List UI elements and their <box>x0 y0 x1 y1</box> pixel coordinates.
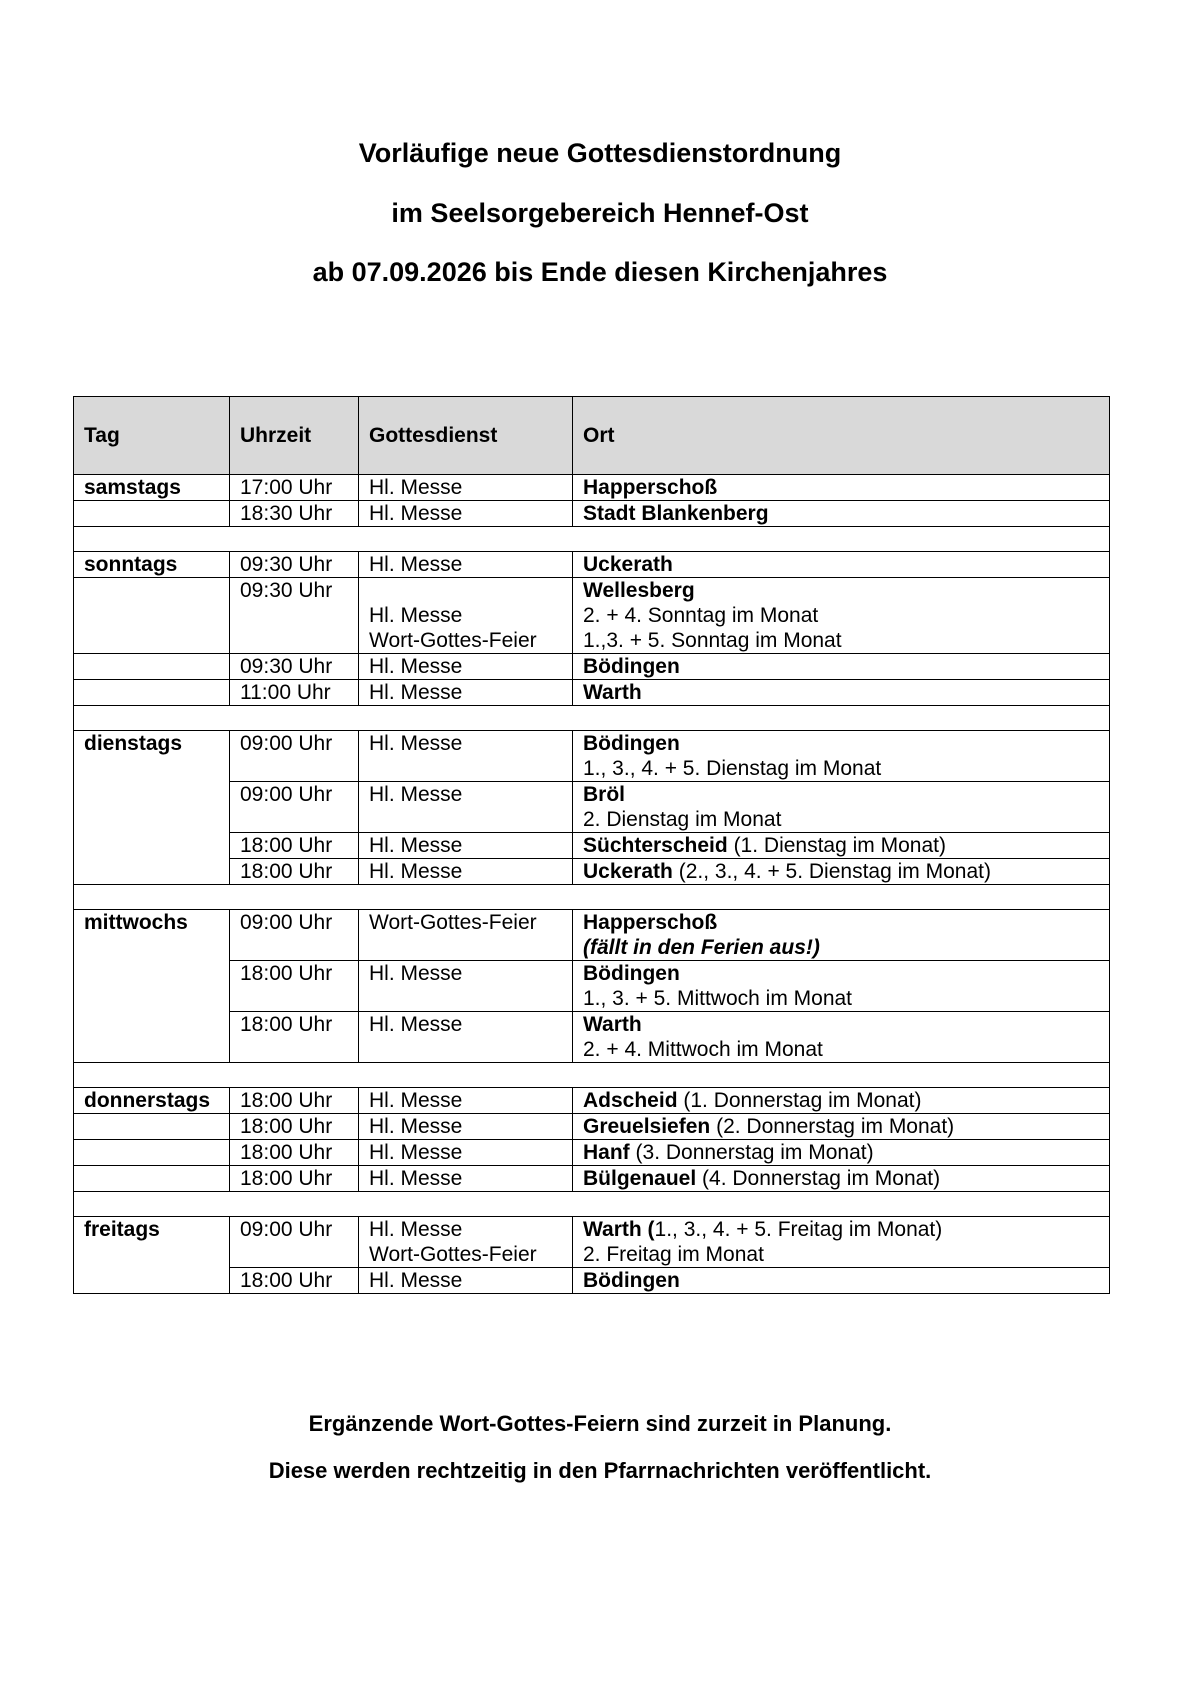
column-header-uhrzeit: Uhrzeit <box>230 397 359 475</box>
table-row <box>74 782 1110 833</box>
place-name: Greuelsiefen <box>583 1115 711 1138</box>
table-row <box>74 578 1110 654</box>
place-name: Bödingen <box>583 1269 680 1292</box>
time-cell: 09:00 Uhr <box>230 1217 359 1268</box>
service-name: Wort-Gottes-Feier <box>369 1243 537 1266</box>
place-note: (1. Dienstag im Monat) <box>733 834 946 857</box>
time-cell: 09:00 Uhr <box>230 910 359 961</box>
time-cell: 18:30 Uhr <box>230 501 359 527</box>
place-name: Bröl <box>583 783 625 806</box>
place-cell <box>573 782 1110 833</box>
time-cell: 11:00 Uhr <box>230 680 359 706</box>
place-name: Bödingen <box>583 962 680 985</box>
day-cell: dienstags <box>74 731 230 885</box>
place-cell <box>573 552 1110 578</box>
time-cell: 18:00 Uhr <box>230 1166 359 1192</box>
service-cell: Wort-Gottes-Feier <box>359 910 573 961</box>
time-cell: 18:00 Uhr <box>230 859 359 885</box>
place-cell <box>573 731 1110 782</box>
service-cell: Hl. Messe <box>359 475 573 501</box>
place-name: Bödingen <box>583 655 680 678</box>
time-cell: 18:00 Uhr <box>230 961 359 1012</box>
place-cell <box>573 680 1110 706</box>
place-name: Happerschoß <box>583 911 718 934</box>
service-cell: Hl. Messe <box>359 833 573 859</box>
day-cell: freitags <box>74 1217 230 1294</box>
place-note: (1. Donnerstag im Monat) <box>683 1089 922 1112</box>
spacer-row <box>74 1063 1110 1088</box>
table-row <box>74 475 1110 501</box>
place-note: 1., 3. + 5. Mittwoch im Monat <box>583 987 853 1010</box>
table-row <box>74 1088 1110 1114</box>
place-name: Hanf <box>583 1141 630 1164</box>
place-cell <box>573 1088 1110 1114</box>
service-cell: Hl. Messe <box>359 961 573 1012</box>
place-cell <box>573 1217 1110 1268</box>
time-cell: 09:00 Uhr <box>230 731 359 782</box>
place-cell <box>573 1268 1110 1294</box>
table-row <box>74 1114 1110 1140</box>
time-cell: 18:00 Uhr <box>230 1012 359 1063</box>
place-cell <box>573 1166 1110 1192</box>
place-cell <box>573 1114 1110 1140</box>
service-cell: Hl. Messe <box>359 1114 573 1140</box>
service-schedule-table <box>73 396 1110 1294</box>
table-row <box>74 833 1110 859</box>
time-cell: 09:30 Uhr <box>230 654 359 680</box>
table-row <box>74 961 1110 1012</box>
spacer-row <box>74 1192 1110 1217</box>
spacer-row <box>74 885 1110 910</box>
footer-note-1: Ergänzende Wort-Gottes-Feiern sind zurzeit in Planung. <box>308 1411 892 1436</box>
place-name: Happerschoß <box>583 476 718 499</box>
table-row <box>74 910 1110 961</box>
time-cell: 17:00 Uhr <box>230 475 359 501</box>
service-cell: Hl. Messe <box>359 680 573 706</box>
column-header-tag: Tag <box>74 397 230 475</box>
day-cell <box>74 680 230 706</box>
spacer-row <box>74 706 1110 731</box>
service-cell: Hl. Messe <box>359 1140 573 1166</box>
place-cell <box>573 910 1110 961</box>
title-line-1: Vorläufige neue Gottesdienstordnung <box>358 138 842 168</box>
place-note: 2. Freitag im Monat <box>583 1243 764 1266</box>
place-name: Wellesberg <box>583 579 695 602</box>
day-cell <box>74 1166 230 1192</box>
place-cell <box>573 961 1110 1012</box>
day-cell <box>74 578 230 654</box>
place-name: Stadt Blankenberg <box>583 502 769 525</box>
service-cell: Hl. Messe <box>359 501 573 527</box>
place-name: Süchterscheid <box>583 834 728 857</box>
service-cell: Hl. Messe <box>359 654 573 680</box>
service-cell: Hl. Messe <box>359 1268 573 1294</box>
place-note: 2. Dienstag im Monat <box>583 808 782 831</box>
service-cell: Hl. Messe <box>359 1166 573 1192</box>
place-name: Adscheid <box>583 1089 678 1112</box>
place-note: 2. + 4. Mittwoch im Monat <box>583 1038 823 1061</box>
service-cell <box>359 578 573 654</box>
service-name: Hl. Messe <box>369 1218 463 1241</box>
place-cell <box>573 859 1110 885</box>
service-name: Wort-Gottes-Feier <box>369 629 537 652</box>
day-cell <box>74 654 230 680</box>
place-cell <box>573 833 1110 859</box>
place-name: Uckerath <box>583 860 673 883</box>
place-name: Warth ( <box>583 1218 655 1241</box>
day-cell: mittwochs <box>74 910 230 1063</box>
table-row <box>74 1166 1110 1192</box>
time-cell: 09:00 Uhr <box>230 782 359 833</box>
day-cell: donnerstags <box>74 1088 230 1114</box>
service-cell: Hl. Messe <box>359 552 573 578</box>
table-row <box>74 654 1110 680</box>
place-cell <box>573 1140 1110 1166</box>
table-row <box>74 1012 1110 1063</box>
time-cell: 18:00 Uhr <box>230 833 359 859</box>
place-cell <box>573 501 1110 527</box>
table-header-row <box>74 397 1110 475</box>
service-cell: Hl. Messe <box>359 859 573 885</box>
place-cell <box>573 1012 1110 1063</box>
spacer-row <box>74 527 1110 552</box>
day-cell <box>74 1140 230 1166</box>
time-cell: 18:00 Uhr <box>230 1140 359 1166</box>
time-cell: 18:00 Uhr <box>230 1088 359 1114</box>
place-name: Uckerath <box>583 553 673 576</box>
day-cell: sonntags <box>74 552 230 578</box>
time-cell: 18:00 Uhr <box>230 1268 359 1294</box>
service-name: Hl. Messe <box>369 604 463 627</box>
column-header-gottesdienst: Gottesdienst <box>359 397 573 475</box>
day-cell <box>74 1114 230 1140</box>
time-cell: 09:30 Uhr <box>230 578 359 654</box>
place-name: Bödingen <box>583 732 680 755</box>
place-note: 1.,3. + 5. Sonntag im Monat <box>583 629 842 652</box>
table-row <box>74 1140 1110 1166</box>
day-cell: samstags <box>74 475 230 501</box>
day-cell <box>74 501 230 527</box>
service-cell: Hl. Messe <box>359 782 573 833</box>
place-cell <box>573 578 1110 654</box>
title-line-3: ab 07.09.2026 bis Ende diesen Kirchenjahres <box>312 257 888 287</box>
footer-note-2: Diese werden rechtzeitig in den Pfarrnachrichten veröffentlicht. <box>268 1458 932 1483</box>
time-cell: 09:30 Uhr <box>230 552 359 578</box>
place-note: (fällt in den Ferien aus!) <box>583 936 820 959</box>
place-cell <box>573 654 1110 680</box>
table-row <box>74 680 1110 706</box>
place-note: (4. Donnerstag im Monat) <box>702 1167 941 1190</box>
place-note: 2. + 4. Sonntag im Monat <box>583 604 819 627</box>
place-note: (2., 3., 4. + 5. Dienstag im Monat) <box>678 860 991 883</box>
column-header-ort: Ort <box>573 397 1110 475</box>
place-note: (2. Donnerstag im Monat) <box>716 1115 955 1138</box>
service-cell <box>359 1217 573 1268</box>
title-line-2: im Seelsorgebereich Hennef-Ost <box>391 198 809 228</box>
place-note: 1., 3., 4. + 5. Freitag im Monat) <box>654 1218 943 1241</box>
place-name: Bülgenauel <box>583 1167 697 1190</box>
place-name: Warth <box>583 681 642 704</box>
table-row <box>74 1217 1110 1268</box>
place-note: (3. Donnerstag im Monat) <box>635 1141 874 1164</box>
table-row <box>74 1268 1110 1294</box>
place-cell <box>573 475 1110 501</box>
place-name: Warth <box>583 1013 642 1036</box>
table-row <box>74 859 1110 885</box>
service-cell: Hl. Messe <box>359 731 573 782</box>
table-row <box>74 731 1110 782</box>
service-cell: Hl. Messe <box>359 1012 573 1063</box>
table-row <box>74 552 1110 578</box>
table-row <box>74 501 1110 527</box>
place-note: 1., 3., 4. + 5. Dienstag im Monat <box>583 757 882 780</box>
service-cell: Hl. Messe <box>359 1088 573 1114</box>
time-cell: 18:00 Uhr <box>230 1114 359 1140</box>
